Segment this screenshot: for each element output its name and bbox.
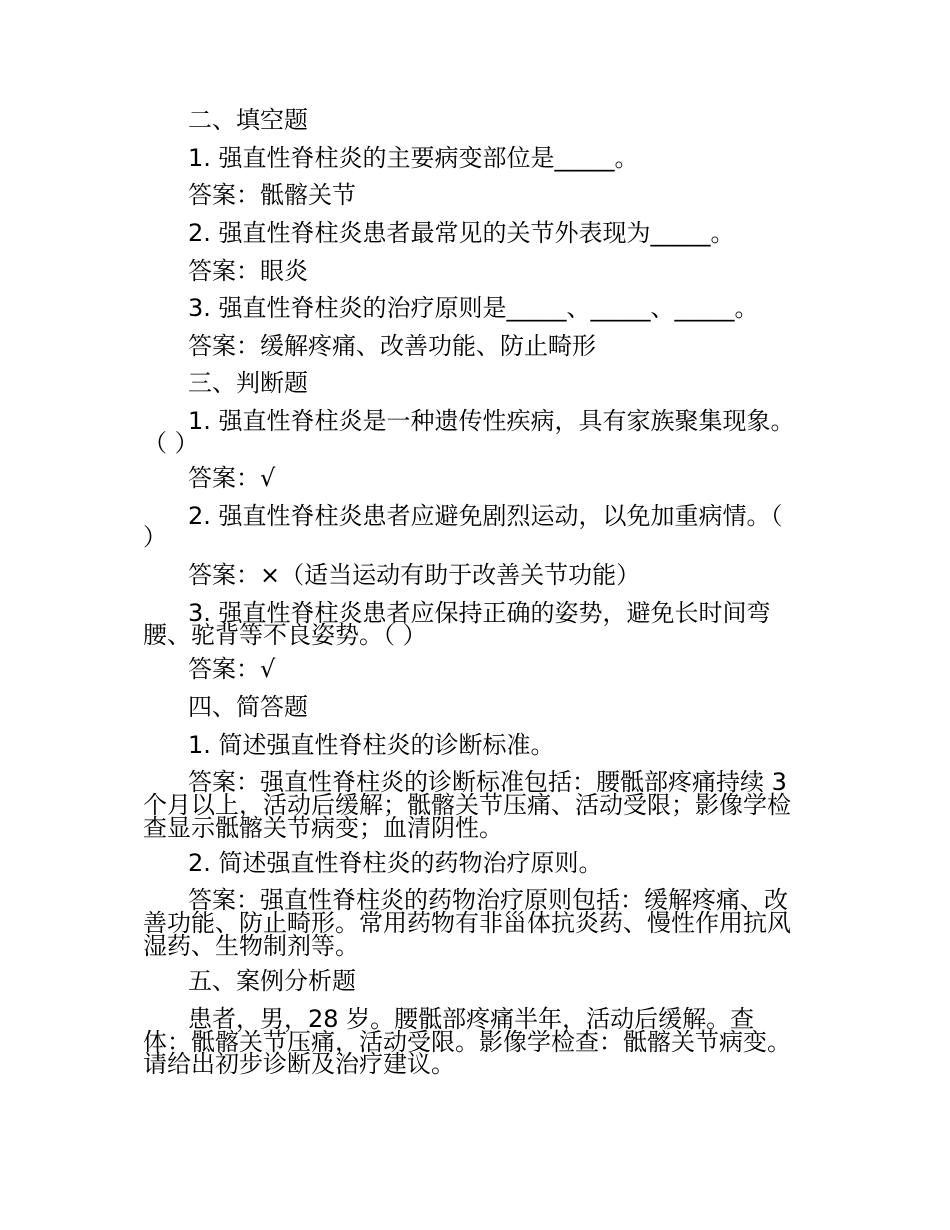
question-text: 1. 强直性脊柱炎的主要病变部位是_____。 — [188, 144, 639, 172]
question-text: 2. 强直性脊柱炎患者最常见的关节外表现为_____。 — [188, 219, 735, 247]
answer-text: 答案：×（适当运动有助于改善关节功能） — [188, 561, 641, 589]
question-text-continued: ） — [143, 523, 167, 551]
answer-text-continued: 查显示骶髂关节病变；血清阴性。 — [143, 814, 503, 842]
question-text-continued: 腰、驼背等不良姿势。（ ） — [143, 621, 427, 649]
question-text: 1. 强直性脊柱炎是一种遗传性疾病，具有家族聚集现象。 — [188, 407, 795, 435]
question-text: 1. 简述强直性脊柱炎的诊断标准。 — [188, 731, 555, 759]
case-text: 患者，男，28 岁。腰骶部疼痛半年，活动后缓解。查 — [188, 1005, 755, 1033]
answer-text: 答案：缓解疼痛、改善功能、防止畸形 — [188, 332, 596, 360]
question-text: 3. 强直性脊柱炎的治疗原则是_____、_____、_____。 — [188, 294, 759, 322]
answer-text: 答案：骶髂关节 — [188, 181, 356, 209]
section-heading-fill-in: 二、填空题 — [188, 106, 308, 134]
section-heading-short-answer: 四、简答题 — [188, 693, 308, 721]
section-heading-true-false: 三、判断题 — [188, 369, 308, 397]
answer-text-continued: 善功能、防止畸形。常用药物有非甾体抗炎药、慢性作用抗风 — [143, 909, 791, 937]
answer-text: 答案：眼炎 — [188, 257, 308, 285]
answer-text-continued: 湿药、生物制剂等。 — [143, 932, 359, 960]
answer-text: 答案：√ — [188, 655, 276, 683]
case-text-continued: 请给出初步诊断及治疗建议。 — [143, 1050, 455, 1078]
question-text: 2. 简述强直性脊柱炎的药物治疗原则。 — [188, 849, 603, 877]
answer-text-continued: 个月以上，活动后缓解；骶髂关节压痛、活动受限；影像学检 — [143, 791, 791, 819]
answer-text: 答案：强直性脊柱炎的药物治疗原则包括：缓解疼痛、改 — [188, 886, 788, 914]
question-text: 2. 强直性脊柱炎患者应避免剧烈运动，以免加重病情。（ — [188, 502, 783, 530]
case-text-continued: 体：骶髂关节压痛，活动受限。影像学检查：骶髂关节病变。 — [143, 1028, 791, 1056]
answer-text: 答案：强直性脊柱炎的诊断标准包括：腰骶部疼痛持续 3 — [188, 768, 787, 796]
question-text-continued: （ ） — [143, 429, 199, 457]
question-text: 3. 强直性脊柱炎患者应保持正确的姿势，避免长时间弯 — [188, 599, 771, 627]
answer-text: 答案：√ — [188, 464, 276, 492]
section-heading-case-analysis: 五、案例分析题 — [188, 967, 356, 995]
